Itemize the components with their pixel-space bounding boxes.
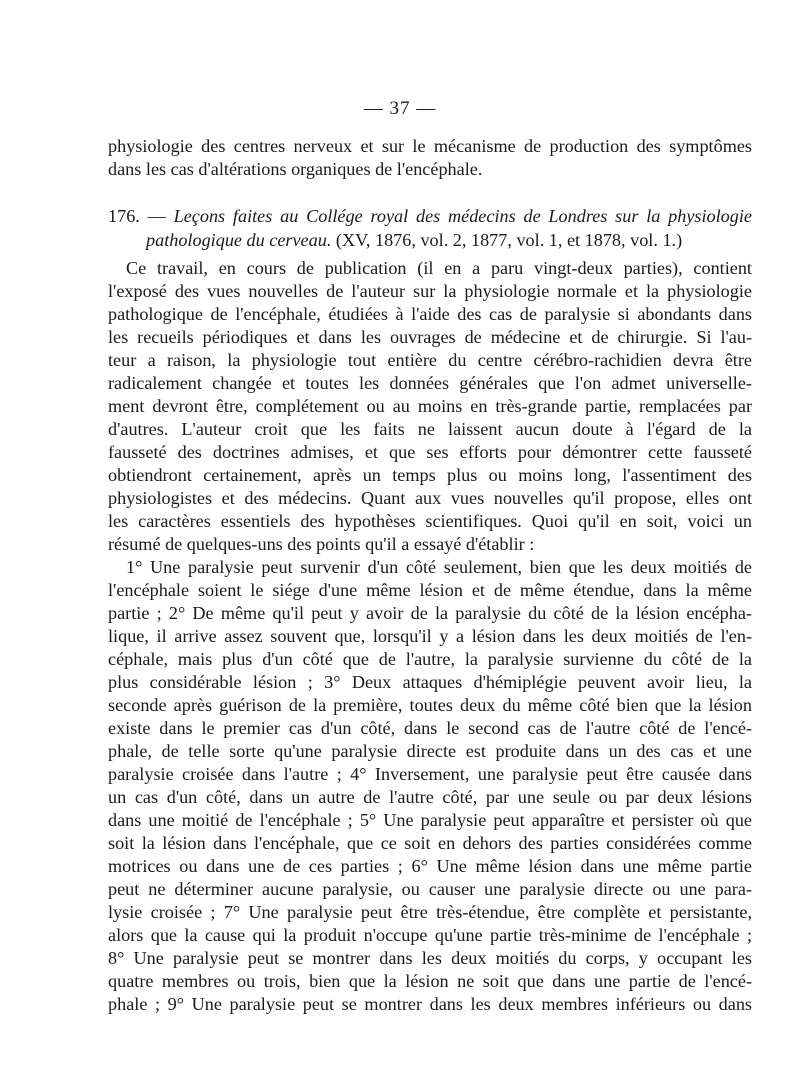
body-line: seconde après guérison de la première, toutes deux du même côté bien que la lésion [108, 695, 752, 715]
entry-heading [108, 205, 752, 228]
body-line: phale ; 9° Une paralysie peut se montrer dans les deux membres inférieurs ou dans [108, 994, 752, 1014]
entry-heading-cont [146, 229, 752, 252]
body-line: les caractères essentiels des hypothèses scientifiques. Quoi qu'il en soit, voici un [108, 511, 752, 531]
body-line: fausseté des doctrines admises, et que ses efforts pour démontrer cette fausseté [108, 442, 752, 462]
body-line: partie ; 2° De même qu'il peut y avoir de la paralysie du côté de la lésion encépha- [108, 603, 752, 623]
body-line: l'encéphale soient le siége d'une même lésion et de même étendue, dans la même [108, 580, 752, 600]
body-line: radicalement changée et toutes les données générales que l'on admet universelle- [108, 373, 752, 393]
body-line: soit la lésion dans l'encéphale, que ce soit en dehors des parties considérées comme [108, 833, 752, 853]
body-line: physiologistes et des médecins. Quant aux vues nouvelles qu'il propose, elles ont [108, 488, 752, 508]
page-number: — 37 — [363, 98, 437, 119]
body-line: ment devront être, complétement ou au moins en très-grande partie, remplacées par [108, 396, 752, 416]
body-line: plus considérable lésion ; 3° Deux attaques d'hémiplégie peuvent avoir lieu, la [108, 672, 752, 692]
body-line: motrices ou dans une de ces parties ; 6° Une même lésion dans une même partie [108, 856, 752, 876]
body-line: lysie croisée ; 7° Une paralysie peut être très-étendue, être complète et persistante, [108, 902, 752, 922]
body-line: les recueils périodiques et dans les ouvrages de médecine et de chirurgie. Si l'au- [108, 327, 752, 347]
body-line: phale, de telle sorte qu'une paralysie directe est produite dans un des cas et une [108, 741, 752, 761]
body-line: Ce travail, en cours de publication (il en a paru vingt-deux parties), contient [126, 258, 752, 278]
body-line: paralysie croisée dans l'autre ; 4° Inversement, une paralysie peut être causée dans [108, 764, 752, 784]
body-line: un cas d'un côté, dans un autre de l'autre côté, par une seule ou par deux lésions [108, 787, 752, 807]
entry-title: Leçons faites au Collége royal des médecins de Londres sur la physiologie [173, 206, 752, 226]
body-line: céphale, mais plus d'un côté que de l'autre, la paralysie survienne du côté de la [108, 649, 752, 669]
intro-line: dans les cas d'altérations organiques de l'encéphale. [108, 159, 483, 179]
intro-line: physiologie des centres nerveux et sur le mécanisme de production des symptômes [108, 136, 752, 156]
body-line: obtiendront certainement, après un temps plus ou moins long, l'assentiment des [108, 465, 752, 485]
body-line: l'exposé des vues nouvelles de l'auteur sur la physiologie normale et la physiologie [108, 281, 752, 301]
body-line: quatre membres ou trois, bien que la lésion ne soit que dans une partie de l'encé- [108, 971, 752, 991]
body-line: 1° Une paralysie peut survenir d'un côté seulement, bien que les deux moitiés de [126, 557, 752, 577]
entry-volumes: (XV, 1876, vol. 2, 1877, vol. 1, et 1878, vol. 1.) [335, 230, 683, 250]
body-line: peut ne déterminer aucune paralysie, ou causer une paralysie directe ou une para- [108, 879, 752, 899]
body-line: alors que la cause qui la produit n'occupe qu'une partie très-minime de l'encéphale ; [108, 925, 752, 945]
body-line: lique, il arrive assez souvent que, lorsqu'il y a lésion dans les deux moitiés de l'en- [108, 626, 752, 646]
body-line: teur a raison, la physiologie tout entière du centre cérébro-rachidien devra être [108, 350, 752, 370]
body-line: d'autres. L'auteur croit que les faits ne laissent aucun doute à l'égard de la [108, 419, 752, 439]
body-line: dans une moitié de l'encéphale ; 5° Une paralysie peut apparaître et persister où que [108, 810, 752, 830]
body-line: 8° Une paralysie peut se montrer dans les deux moitiés du corps, y occupant les [108, 948, 752, 968]
entry-title-cont: pathologique du cerveau. [146, 230, 332, 250]
entry-number: 176. — [108, 206, 166, 226]
body-line: existe dans le premier cas d'un côté, dans le second cas de l'autre côté de l'encé- [108, 718, 752, 738]
body-line: résumé de quelques-uns des points qu'il a essayé d'établir : [108, 534, 535, 554]
body-line: pathologique de l'encéphale, étudiées à l'aide des cas de paralysie si abondants dans [108, 304, 752, 324]
